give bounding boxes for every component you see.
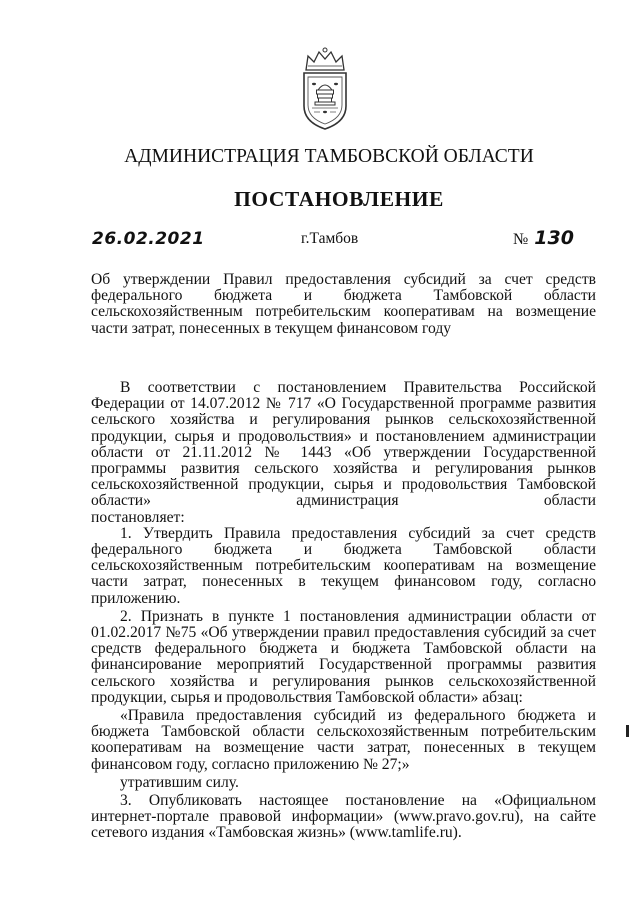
number-sign: №: [513, 231, 529, 248]
preamble-paragraph: В соответствии с постановлением Правительства Российской Федерации от 14.07.2012 № 717 «О Государственной программе развития сельского хозяйства и регулирования рынков сельскохозяйственной продукции, сырья и продовольствия» и постановлением администрации области от 21.11.2012 № 1443 «Об утверждении Государственной программы развития сельского хозяйства и регулирования рынков сельскохозяйственной продукции, сырья и продовольствия Тамбовской области» администрация области: [91, 379, 596, 510]
item-2-paragraph: 2. Признать в пункте 1 постановления администрации области от 01.02.2017 №75 «Об утверждении правил предоставления субсидий за счет средств федерального бюджета и бюджета Тамбовской области на финансирование мероприятий Государственной программы развития сельского хозяйства и регулирования рынков сельскохозяйственной продукции, сырья и продовольствия Тамбовской области» абзац:: [91, 607, 596, 706]
handwritten-number: 130: [534, 227, 574, 249]
organization-title: АДМИНИСТРАЦИЯ ТАМБОВСКОЙ ОБЛАСТИ: [124, 146, 534, 167]
handwritten-date: 26.02.2021: [92, 229, 205, 249]
document-number: [513, 227, 574, 249]
city-label: г.Тамбов: [301, 230, 359, 247]
decree-word: постановляет:: [91, 508, 185, 526]
item-1-paragraph: 1. Утвердить Правила предоставления субсидий за счет средств федерального бюджета и бюджета Тамбовской области сельскохозяйственным потребительским кооперативам на возмещение части затрат, понесенных в текущем финансовом году, согласно приложению.: [91, 524, 596, 607]
margin-mark: [626, 725, 629, 737]
document-subject-text: Об утверждении Правил предоставления субсидий за счет средств федерального бюджета и бюджета Тамбовской области сельскохозяйственным потребительским кооперативам на возмещение части затрат, понесенных в текущем финансовом году: [91, 271, 596, 337]
item-3-paragraph: 3. Опубликовать настоящее постановление на «Официальном интернет-портале правовой информации» (www.pravo.gov.ru), на сайте сетевого издания «Тамбовская жизнь» (www.tamlife.ru).: [91, 792, 596, 842]
document-type-heading: ПОСТАНОВЛЕНИЕ: [234, 187, 444, 211]
document-subject: [91, 272, 596, 337]
void-text: утратившим силу.: [120, 773, 239, 791]
tambov-coat-of-arms-icon: [296, 46, 354, 132]
quoted-paragraph: «Правила предоставления субсидий из федерального бюджета и бюджета Тамбовской области сельскохозяйственным потребительским кооперативам на возмещение части затрат, понесенных в текущем финансовом году, согласно приложению № 27;»: [91, 707, 596, 773]
document-body: [91, 380, 596, 842]
